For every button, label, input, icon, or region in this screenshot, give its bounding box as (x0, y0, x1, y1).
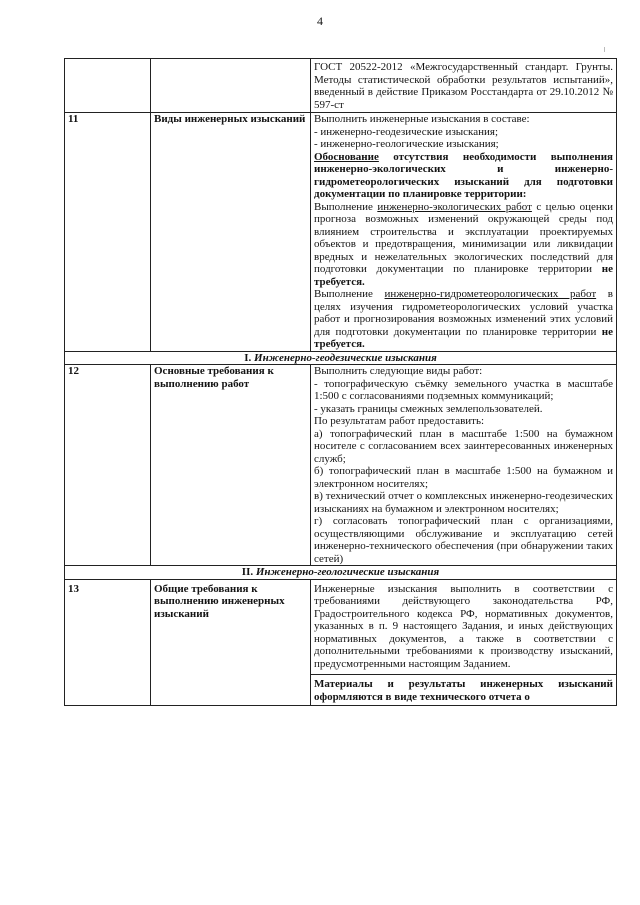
table-row-13 (65, 579, 617, 706)
row-number: 12 (65, 365, 151, 566)
row-number: 13 (65, 579, 151, 706)
underlined-term: инженерно-экологических работ (377, 200, 532, 213)
section-name: Инженерно-геологические изыскания (255, 566, 440, 578)
table-row-11 (65, 113, 617, 352)
cell-name-empty (151, 59, 311, 113)
gost-reference: ГОСТ 20522-2012 «Межгосударственный стандарт. Грунты. Методы статистической обработки результатов испытаний», введенный в действие Приказом Росстандарта от 29.10.2012 № 597-ст (314, 61, 613, 111)
text-line: - инженерно-геодезические изыскания; (314, 125, 499, 138)
list-item: в) технический отчет о комплексных инженерно-геодезических изысканиях на бумажном и электронном носителях; (314, 490, 613, 515)
text-span: Выполнение (314, 200, 378, 213)
row-title: Основные требования к выполнению работ (151, 365, 311, 566)
table-row-12 (65, 365, 617, 566)
row-title: Виды инженерных изысканий (151, 113, 311, 352)
bold-span: не требуется. (314, 263, 613, 288)
row-title: Общие требования к выполнению инженерных изысканий (151, 579, 311, 706)
text-span: Выполнение (314, 288, 385, 300)
text-span: в целях изучения гидрометеорологических условий участка работ и прогнозирования возможных изменений этих условий для подготовки документации по планировке территории (314, 288, 613, 338)
requirements-table (64, 58, 617, 706)
list-item: а) топографический план в масштабе 1:500 на бумажном носителе с согласованием всех заинтересованных инженерных служб; (314, 427, 613, 465)
section-number: I. (244, 351, 252, 364)
underlined-term: инженерно-гидрометеорологических работ (384, 288, 597, 300)
list-item: б) топографический план в масштабе 1:500 на бумажном и электронном носителях; (314, 465, 613, 490)
text-line: - инженерно-геологические изыскания; (314, 138, 499, 150)
section-header-row (65, 566, 617, 580)
eco-paragraph (314, 201, 613, 289)
cell-num-empty (65, 59, 151, 113)
cell-text (311, 59, 617, 113)
bold-span: не требуется. (314, 325, 613, 350)
row-content (311, 365, 617, 566)
row-number: 11 (65, 113, 151, 352)
section-title (65, 566, 617, 580)
text-line: Выполнить инженерные изыскания в составе: (314, 113, 530, 125)
text-line: - топографическую съёмку земельного участка в масштабе 1:500 с согласованиями подземных коммуникаций; (314, 377, 613, 402)
section-number: II. (241, 566, 254, 578)
scan-mark (604, 47, 605, 52)
section-header-row (65, 351, 617, 365)
page-number: 4 (317, 14, 323, 28)
section-title (65, 351, 617, 365)
list-item: г) согласовать топографический план с организациями, осуществляющими обслуживание и эксплуатацию сетей инженерно-технического обеспечения (при обнаружении таких сетей) (314, 515, 613, 565)
table-row-continuation (65, 59, 617, 113)
row-content (311, 579, 617, 706)
text-line: Выполнить следующие виды работ: (314, 365, 483, 377)
bold-paragraph: Материалы и результаты инженерных изысканий оформляются в виде технического отчета о (314, 678, 613, 703)
hydro-paragraph (314, 288, 613, 351)
inner-divider (311, 674, 616, 675)
text-line: По результатам работ предоставить: (314, 415, 485, 427)
text-paragraph: Инженерные изыскания выполнить в соответствии с требованиями действующего законодательства РФ, Градостроительного кодекса РФ, нормативных документов, указанных в п. 9 настоящего Задания, и иных действующих нормативных документов, а также в соответствии с дополнительными требованиями к производству изысканий, предусмотренными настоящим Заданием. (314, 582, 613, 670)
underlined-term: Обоснование (314, 150, 379, 163)
text-span: отсутствия необходимости выполнения инженерно-экологических и инженерно-гидрометеорологических изысканий для подготовки документации по планировке территории: (314, 150, 613, 200)
justification-paragraph (314, 151, 613, 201)
text-line: - указать границы смежных землепользователей. (314, 402, 543, 415)
section-name: Инженерно-геодезические изыскания (254, 351, 437, 364)
row-content (311, 113, 617, 352)
text-span: с целью оценки прогноза возможных изменений окружающей среды под влиянием строительства и эксплуатации проектируемых объектов и предотвращения, минимизации или ликвидации вредных и нежелательных экологических последствий для подготовки документации по планировке территории (314, 200, 613, 275)
